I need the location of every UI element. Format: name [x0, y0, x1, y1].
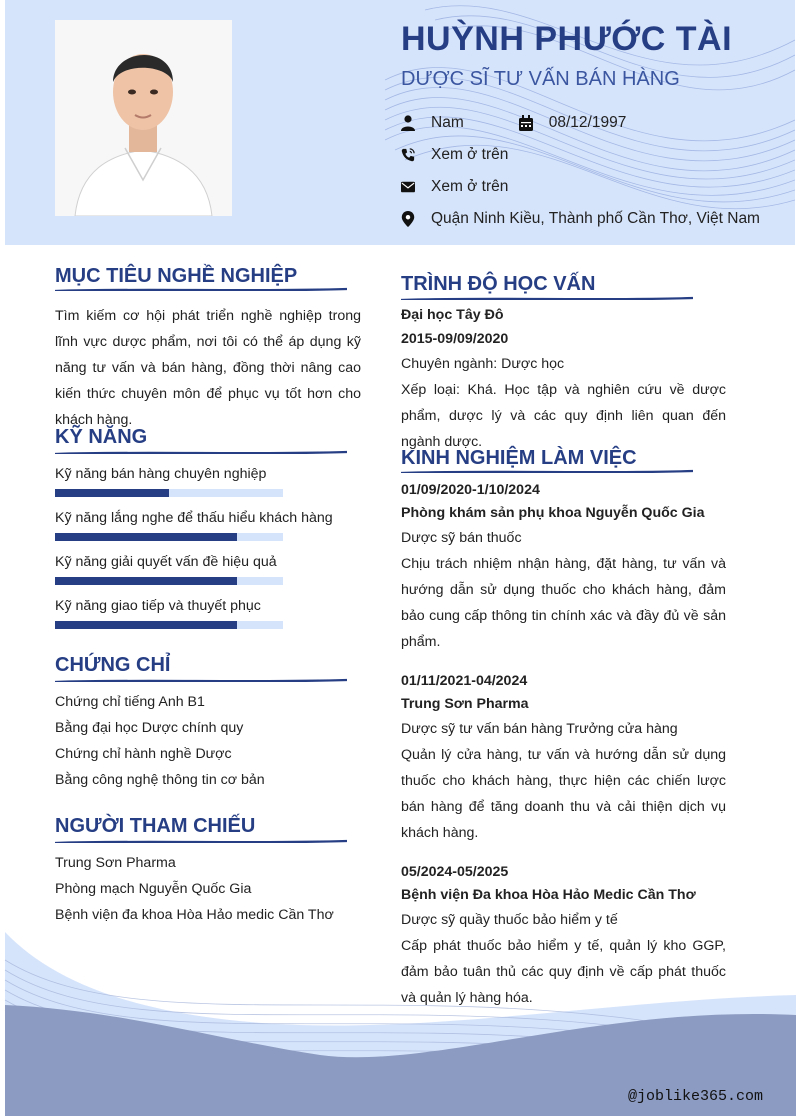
reference-item: Phòng mạch Nguyễn Quốc Gia [55, 881, 252, 897]
user-icon [401, 115, 415, 131]
education-school: Đại học Tây Đô [401, 307, 504, 323]
experience-period: 05/2024-05/2025 [401, 864, 509, 880]
education-major: Chuyên ngành: Dược học [401, 356, 565, 372]
location-pin-icon [401, 211, 415, 227]
education-underline [401, 296, 693, 300]
skill-bar-fill [55, 621, 237, 629]
profile-photo [55, 20, 232, 216]
envelope-icon [401, 179, 415, 195]
experience-description: Quản lý cửa hàng, tư vấn và hướng dẫn sử dụng thuốc cho khách hàng, thực hiện các chiến lược bán hàng để tăng doanh thu và cải thiện dịch vụ khách hàng. [401, 747, 726, 841]
experience-role: Dược sỹ quầy thuốc bảo hiểm y tế [401, 912, 618, 928]
calendar-icon [519, 115, 533, 131]
experience-description: Cấp phát thuốc bảo hiểm y tế, quản lý kho GGP, đảm bảo tuân thủ các quy định về cấp phát thuốc và quản lý hàng hóa. [401, 938, 726, 1006]
experience-title: KINH NGHIỆM LÀM VIỆC [401, 447, 637, 469]
address-row [401, 210, 760, 228]
certificate-item: Chứng chỉ tiếng Anh B1 [55, 694, 205, 710]
experience-role: Dược sỹ bán thuốc [401, 530, 522, 546]
skill-bar [55, 621, 283, 629]
experience-role: Dược sỹ tư vấn bán hàng Trưởng cửa hàng [401, 721, 678, 737]
skill-bar [55, 577, 283, 585]
reference-item: Bệnh viện đa khoa Hòa Hảo medic Cần Thơ [55, 907, 334, 923]
education-title: TRÌNH ĐỘ HỌC VẤN [401, 273, 596, 295]
address-value: Quận Ninh Kiều, Thành phố Cần Thơ, Việt Nam [431, 210, 760, 227]
skills-title: KỸ NĂNG [55, 426, 148, 448]
skill-bar [55, 489, 283, 497]
email-value: Xem ở trên [431, 178, 509, 195]
footer-waves [0, 900, 796, 1116]
education-detail: Xếp loại: Khá. Học tập và nghiên cứu về dược phẩm, dược lý và các quy định liên quan đến ngành dược. [401, 382, 726, 450]
phone-icon [401, 147, 415, 163]
skill-label: Kỹ năng giao tiếp và thuyết phục [55, 598, 261, 614]
experience-period: 01/11/2021-04/2024 [401, 673, 528, 689]
certificate-item: Bằng công nghệ thông tin cơ bản [55, 772, 265, 788]
skills-underline [55, 450, 347, 454]
phone-row [401, 146, 508, 164]
certificate-item: Chứng chỉ hành nghề Dược [55, 746, 232, 762]
references-title: NGƯỜI THAM CHIẾU [55, 815, 256, 837]
experience-period: 01/09/2020-1/10/2024 [401, 482, 540, 498]
skill-bar-fill [55, 533, 237, 541]
skill-label: Kỹ năng lắng nghe để thấu hiểu khách hàng [55, 510, 333, 526]
phone-value: Xem ở trên [431, 146, 509, 163]
skill-bar-fill [55, 577, 237, 585]
reference-item: Trung Sơn Pharma [55, 855, 176, 871]
experience-company: Bệnh viện Đa khoa Hòa Hảo Medic Cần Thơ [401, 887, 696, 903]
certificates-title: CHỨNG CHỈ [55, 654, 171, 676]
objective-text: Tìm kiếm cơ hội phát triển nghề nghiệp trong lĩnh vực dược phẩm, nơi tôi có thể áp dụng kỹ năng tư vấn và bán hàng, đồng thời nâng cao kiến thức chuyên môn để phục vụ tốt hơn cho khách hàng. [55, 308, 361, 428]
certificate-item: Bằng đại học Dược chính quy [55, 720, 244, 736]
experience-description: Chịu trách nhiệm nhận hàng, đặt hàng, tư vấn và hướng dẫn sử dụng thuốc cho khách hàng, đảm bảo cung cấp thông tin chính xác và đầy đủ về sản phẩm. [401, 556, 726, 650]
references-underline [55, 839, 347, 843]
education-period: 2015-09/09/2020 [401, 331, 509, 347]
brand-watermark: @joblike365.com [627, 1088, 763, 1105]
skill-label: Kỹ năng giải quyết vấn đề hiệu quả [55, 554, 277, 570]
birthdate-value: 08/12/1997 [548, 114, 627, 131]
skill-bar [55, 533, 283, 541]
gender-value: Nam [431, 114, 464, 131]
experience-company: Trung Sơn Pharma [401, 696, 529, 712]
objective-title: MỤC TIÊU NGHỀ NGHIỆP [55, 265, 298, 287]
experience-underline [401, 469, 693, 473]
skill-bar-fill [55, 489, 169, 497]
gender-birthdate-row [401, 114, 626, 132]
candidate-name: HUỲNH PHƯỚC TÀI [401, 20, 733, 58]
email-row [401, 178, 508, 196]
experience-company: Phòng khám sản phụ khoa Nguyễn Quốc Gia [401, 505, 705, 521]
skill-label: Kỹ năng bán hàng chuyên nghiệp [55, 466, 267, 482]
objective-underline [55, 287, 347, 291]
certificates-underline [55, 678, 347, 682]
candidate-position: DƯỢC SĨ TƯ VẤN BÁN HÀNG [401, 68, 680, 90]
